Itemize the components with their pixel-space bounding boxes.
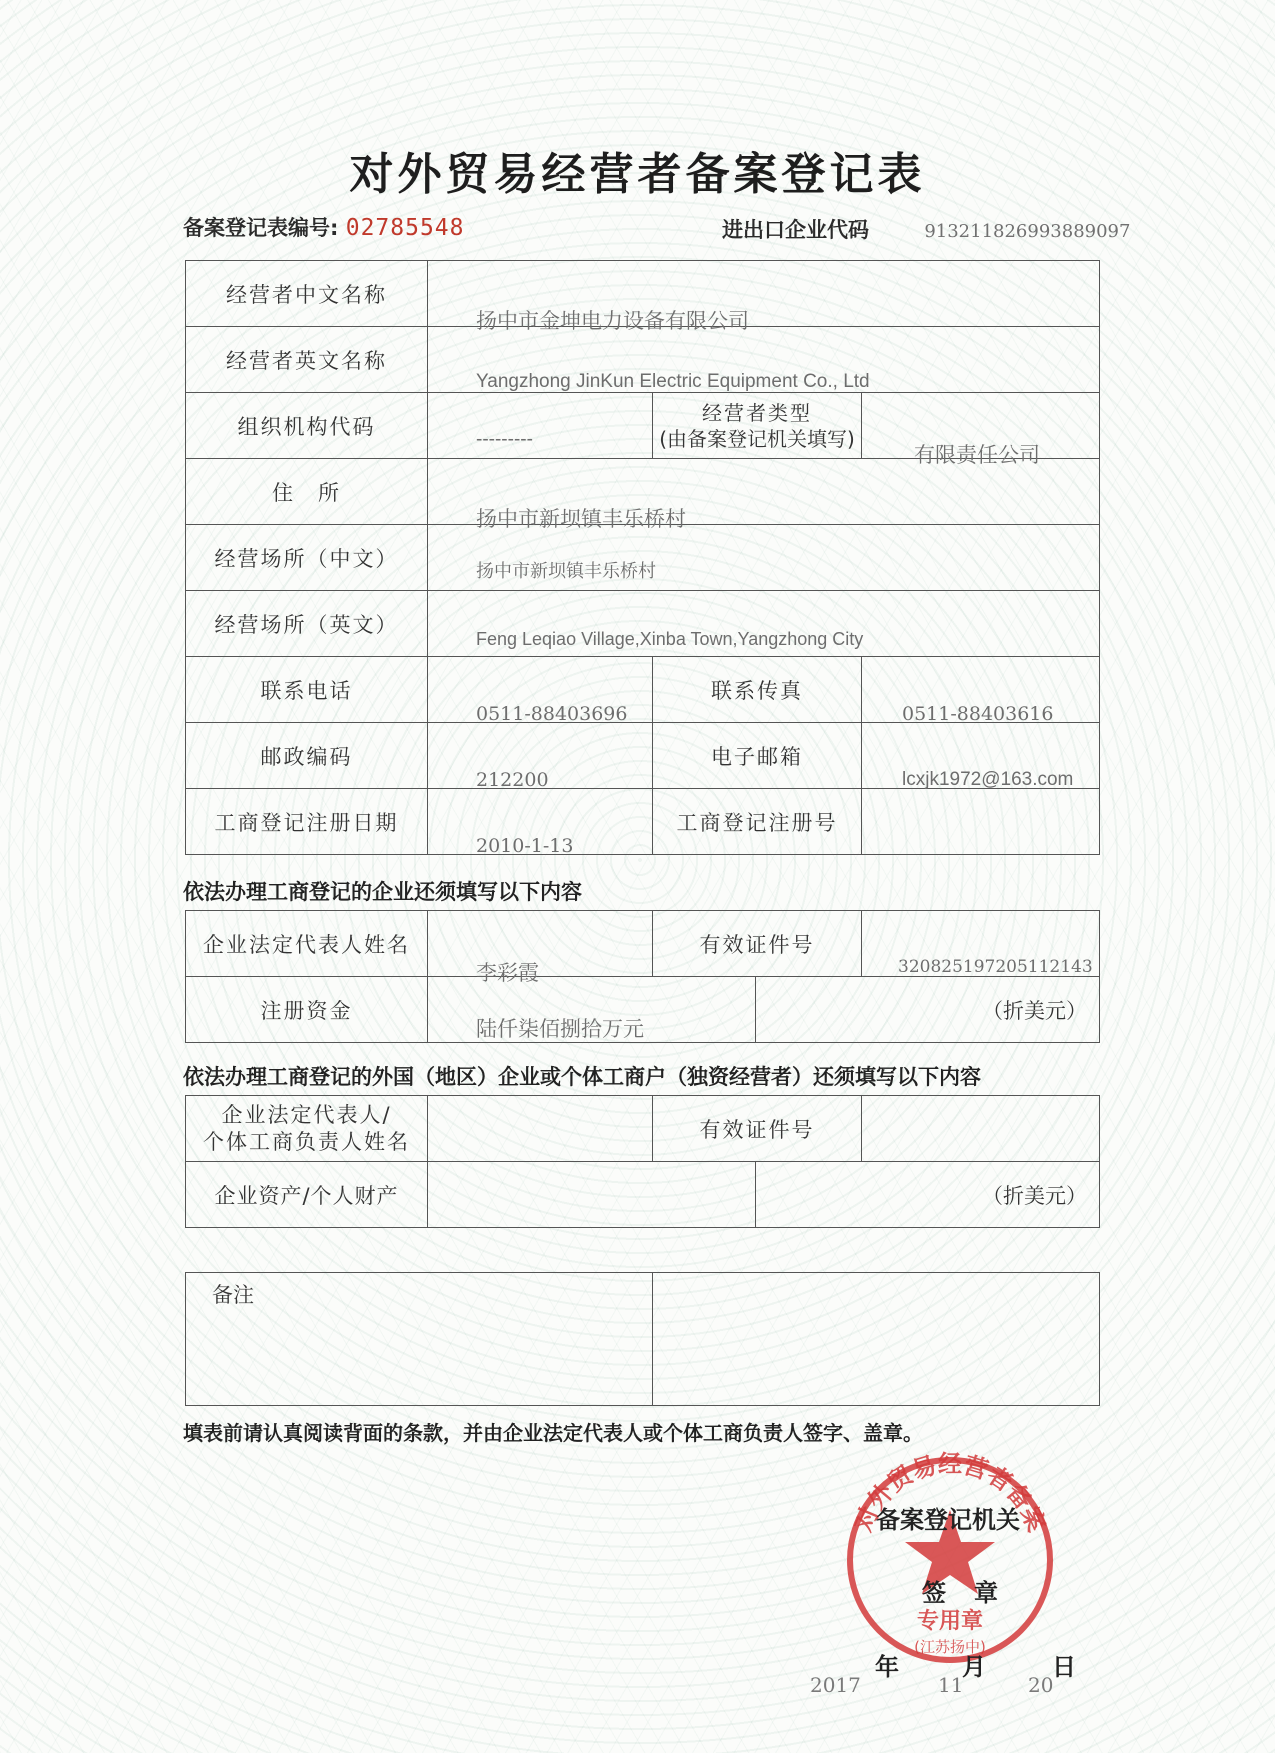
place-cn-label: 经营场所（中文） (186, 525, 428, 591)
reg-date-label: 工商登记注册日期 (186, 789, 428, 855)
section1-table (185, 910, 1100, 1043)
postcode-label: 邮政编码 (186, 723, 428, 789)
rep-name-label (186, 1096, 428, 1162)
en-name-label: 经营者英文名称 (186, 327, 428, 393)
place-en-label: 经营场所（英文） (186, 591, 428, 657)
cn-name-label: 经营者中文名称 (186, 261, 428, 327)
rep-name-label-line1: 企业法定代表人/ (221, 1102, 392, 1127)
authority-label: 备案登记机关 (876, 1506, 1020, 1534)
address-value: 扬中市新坝镇丰乐桥村 (476, 507, 686, 531)
section2-id-label: 有效证件号 (653, 1096, 862, 1162)
phone-value: 0511-88403696 (476, 703, 628, 725)
section1-heading: 依法办理工商登记的企业还须填写以下内容 (183, 880, 582, 904)
postcode-cell (428, 723, 653, 789)
operator-type-label (653, 393, 862, 459)
form-title: 对外贸易经营者备案登记表 (349, 149, 926, 200)
capital-cell (428, 977, 756, 1043)
import-export-code-value: 913211826993889097 (924, 221, 1131, 242)
capital-label: 注册资金 (186, 977, 428, 1043)
import-export-code-field (722, 214, 1130, 244)
day-label: 日 (1052, 1653, 1076, 1681)
authority-sign-label: 签章 (922, 1579, 1026, 1607)
cn-name-cell (428, 261, 1100, 333)
id-number-label: 有效证件号 (653, 911, 862, 977)
en-name-value: Yangzhong JinKun Electric Equipment Co., Ltd (476, 371, 870, 392)
year-value: 2017 (810, 1673, 861, 1697)
seal-center-text: 专用章 (916, 1609, 984, 1634)
place-en-value: Feng Leqiao Village,Xinba Town,Yangzhong City (476, 629, 864, 649)
org-code-label: 组织机构代码 (186, 393, 428, 459)
address-cell (428, 459, 1100, 531)
legal-rep-cell (428, 911, 653, 985)
assets-usd-cell (756, 1162, 1100, 1228)
official-seal (840, 1450, 1060, 1670)
email-cell (862, 723, 1100, 789)
remarks-cell (186, 1273, 653, 1406)
legal-rep-label: 企业法定代表人姓名 (186, 911, 428, 977)
fax-cell (862, 657, 1100, 723)
place-en-cell (428, 591, 1100, 657)
legal-rep-value: 李彩霞 (476, 961, 539, 985)
registration-number-label: 备案登记表编号: (183, 216, 339, 240)
operator-type-label-line1: 经营者类型 (702, 400, 812, 425)
email-value: lcxjk1972@163.com (902, 769, 1074, 790)
phone-label: 联系电话 (186, 657, 428, 723)
seal-bottom-text: (江苏扬中) (914, 1638, 986, 1656)
postcode-value: 212200 (476, 769, 549, 791)
assets-label: 企业资产/个人财产 (186, 1162, 428, 1228)
signing-notice: 填表前请认真阅读背面的条款，并由企业法定代表人或个体工商负责人签字、盖章。 (183, 1421, 923, 1445)
capital-usd-label: （折美元） (982, 998, 1087, 1023)
capital-value: 陆仟柒佰捌拾万元 (476, 1017, 644, 1041)
reg-number-cell (862, 789, 1100, 855)
remarks-table (185, 1272, 1100, 1406)
place-cn-cell (428, 525, 1100, 591)
assets-cell (428, 1162, 756, 1228)
reg-date-cell (428, 789, 653, 855)
registration-number-field (183, 212, 465, 242)
email-label: 电子邮箱 (653, 723, 862, 789)
id-number-value: 320825197205112143 (898, 957, 1093, 977)
remarks-label: 备注 (212, 1283, 254, 1307)
place-cn-value: 扬中市新坝镇丰乐桥村 (476, 561, 656, 582)
capital-usd-cell (756, 977, 1100, 1043)
section2-table (185, 1095, 1100, 1228)
reg-date-value: 2010-1-13 (476, 835, 574, 857)
assets-usd-label: （折美元） (982, 1183, 1087, 1208)
operator-type-value: 有限责任公司 (914, 443, 1040, 467)
reg-number-label: 工商登记注册号 (653, 789, 862, 855)
address-label: 住 所 (186, 459, 428, 525)
seal-top-text: 对外贸易经营者备案 (849, 1450, 1051, 1536)
fax-label: 联系传真 (653, 657, 862, 723)
year-label: 年 (875, 1653, 899, 1681)
day-value: 20 (1028, 1673, 1054, 1697)
operator-type-cell (862, 393, 1100, 467)
en-name-cell (428, 327, 1100, 393)
section2-heading: 依法办理工商登记的外国（地区）企业或个体工商户（独资经营者）还须填写以下内容 (183, 1065, 981, 1089)
phone-cell (428, 657, 653, 723)
month-value: 11 (938, 1673, 964, 1697)
org-code-value: --------- (476, 429, 533, 450)
cn-name-value: 扬中市金坤电力设备有限公司 (476, 309, 749, 333)
remarks-value-cell (653, 1273, 1100, 1406)
operator-type-label-line2: (由备案登记机关填写) (659, 426, 855, 451)
main-info-table (185, 260, 1100, 855)
month-label: 月 (962, 1653, 986, 1681)
id-number-cell (862, 911, 1100, 977)
fax-value: 0511-88403616 (902, 703, 1054, 725)
section2-id-cell (862, 1096, 1100, 1162)
rep-name-cell (428, 1096, 653, 1162)
org-code-cell (428, 393, 653, 459)
rep-name-label-line2: 个体工商负责人姓名 (203, 1129, 410, 1154)
import-export-code-label: 进出口企业代码 (722, 218, 869, 242)
registration-number-value: 02785548 (345, 215, 465, 241)
